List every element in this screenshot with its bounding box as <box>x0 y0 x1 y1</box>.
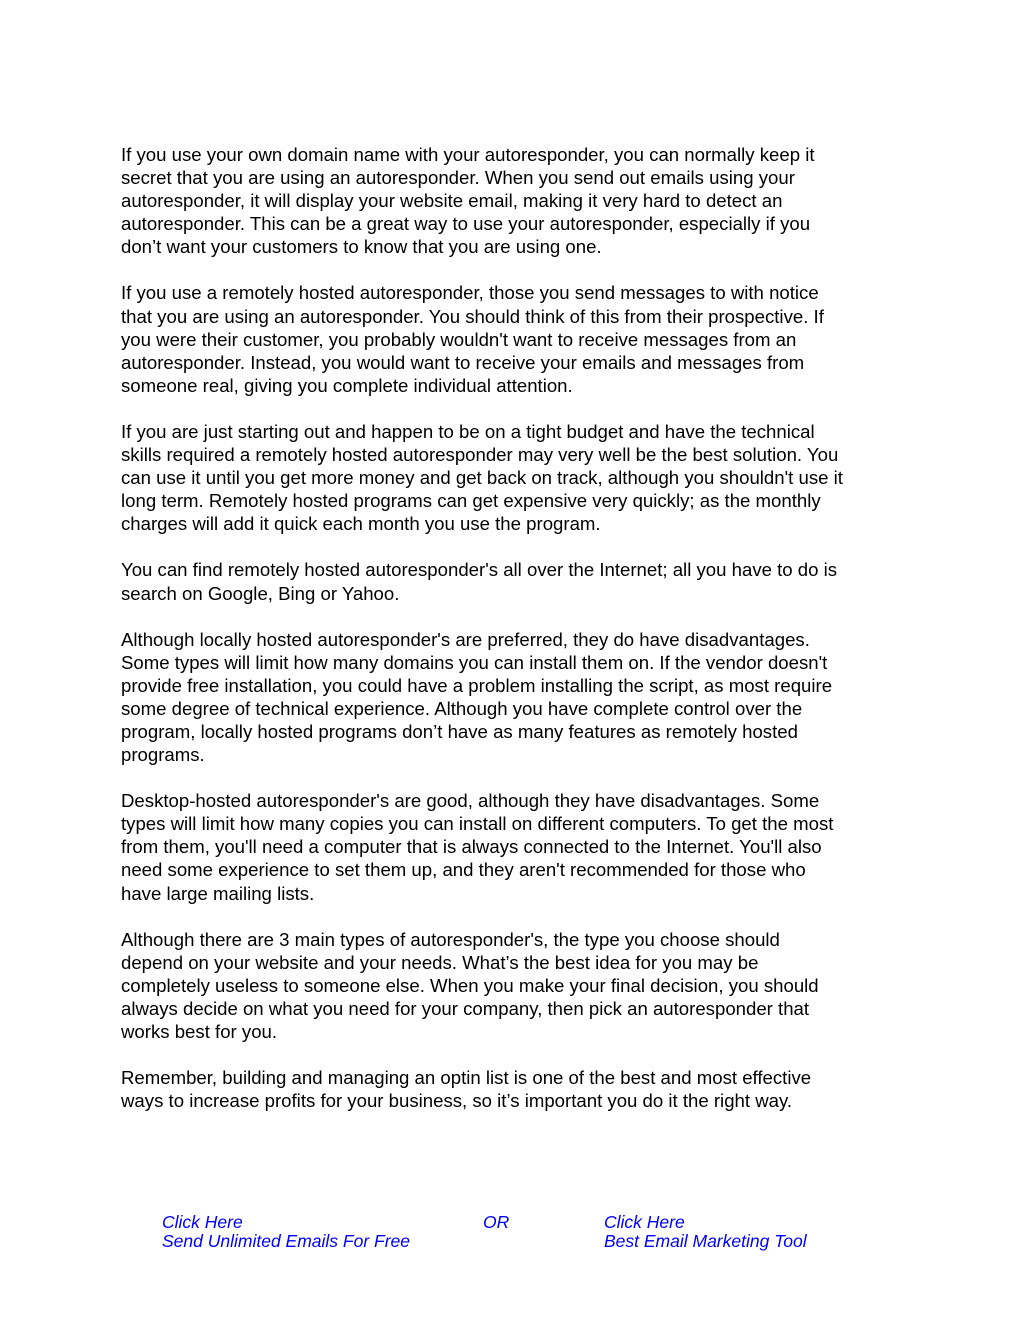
paragraph-remember <box>121 1066 911 1112</box>
text-line: programs. <box>121 744 205 766</box>
text-line: skills required a remotely hosted autoresponder may very well be the best solution. You <box>121 444 839 466</box>
text-line: Desktop-hosted autoresponder's are good, although they have disadvantages. Some <box>121 790 820 812</box>
text-line: completely useless to someone else. When you make your final decision, you should <box>121 974 819 996</box>
best-email-marketing-tool-link[interactable]: Best Email Marketing Tool <box>604 1231 807 1251</box>
paragraph-three-types <box>121 928 911 1043</box>
click-here-link-free-emails[interactable]: Click Here <box>162 1212 243 1232</box>
text-line: long term. Remotely hosted programs can get expensive very quickly; as the monthly <box>121 490 821 512</box>
text-line: If you use a remotely hosted autoresponder, those you send messages to with notice <box>121 282 819 304</box>
body-text <box>121 143 911 1135</box>
text-line: charges will add it quick each month you use the program. <box>121 513 601 535</box>
paragraph-tight-budget <box>121 420 911 535</box>
text-line: have large mailing lists. <box>121 882 315 904</box>
text-line: works best for you. <box>121 1021 278 1042</box>
text-line: autoresponder, it will display your website email, making it very hard to detect an <box>121 190 783 212</box>
footer-links <box>0 1213 1024 1263</box>
text-line: depend on your website and your needs. What’s the best idea for you may be <box>121 951 759 973</box>
text-line: some degree of technical experience. Although you have complete control over the <box>121 697 803 719</box>
text-line: that you are using an autoresponder. You should think of this from their prospective. If <box>121 305 824 327</box>
text-line: you were their customer, you probably wouldn't want to receive messages from an <box>121 328 797 350</box>
paragraph-desktop-hosted <box>121 789 911 904</box>
paragraph-own-domain <box>121 143 911 258</box>
text-line: search on Google, Bing or Yahoo. <box>121 582 400 604</box>
text-line: Some types will limit how many domains you can install them on. If the vendor doesn't <box>121 651 828 673</box>
text-line: ways to increase profits for your business, so it’s important you do it the right way. <box>121 1090 793 1112</box>
text-line: autoresponder. Instead, you would want to receive your emails and messages from <box>121 351 805 373</box>
text-line: If you are just starting out and happen to be on a tight budget and have the technical <box>121 420 815 442</box>
footer-left-link-group[interactable] <box>162 1213 410 1251</box>
text-line: Although locally hosted autoresponder's are preferred, they do have disadvantages. <box>121 628 810 650</box>
text-line: can use it until you get more money and get back on track, although you shouldn't use it <box>121 467 843 489</box>
text-line: secret that you are using an autoresponder. When you send out emails using your <box>121 167 795 189</box>
text-line: program, locally hosted programs don’t have as many features as remotely hosted <box>121 720 798 742</box>
footer-or-separator <box>483 1213 509 1232</box>
text-line: need some experience to set them up, and they aren't recommended for those who <box>121 859 806 881</box>
text-line: If you use your own domain name with your autoresponder, you can normally keep it <box>121 144 815 165</box>
text-line: don’t want your customers to know that you are using one. <box>121 236 602 258</box>
footer-right-link-group[interactable] <box>604 1213 807 1251</box>
send-unlimited-emails-link[interactable]: Send Unlimited Emails For Free <box>162 1231 410 1251</box>
text-line: Remember, building and managing an optin list is one of the best and most effective <box>121 1067 812 1089</box>
paragraph-find-remotely-hosted <box>121 558 911 604</box>
text-line: someone real, giving you complete individual attention. <box>121 374 573 396</box>
text-line: autoresponder. This can be a great way to use your autoresponder, especially if you <box>121 213 811 235</box>
paragraph-remotely-hosted <box>121 281 911 396</box>
text-line: types will limit how many copies you can install on different computers. To get the most <box>121 813 834 835</box>
text-line: provide free installation, you could have a problem installing the script, as most require <box>121 674 833 696</box>
paragraph-locally-hosted <box>121 628 911 767</box>
text-line: You can find remotely hosted autoresponder's all over the Internet; all you have to do is <box>121 559 838 581</box>
click-here-link-marketing-tool[interactable]: Click Here <box>604 1212 685 1232</box>
text-line: from them, you'll need a computer that is always connected to the Internet. You'll also <box>121 836 822 858</box>
text-line: always decide on what you need for your company, then pick an autoresponder that <box>121 997 810 1019</box>
text-line: Although there are 3 main types of autoresponder's, the type you choose should <box>121 928 780 950</box>
or-label: OR <box>483 1212 510 1232</box>
